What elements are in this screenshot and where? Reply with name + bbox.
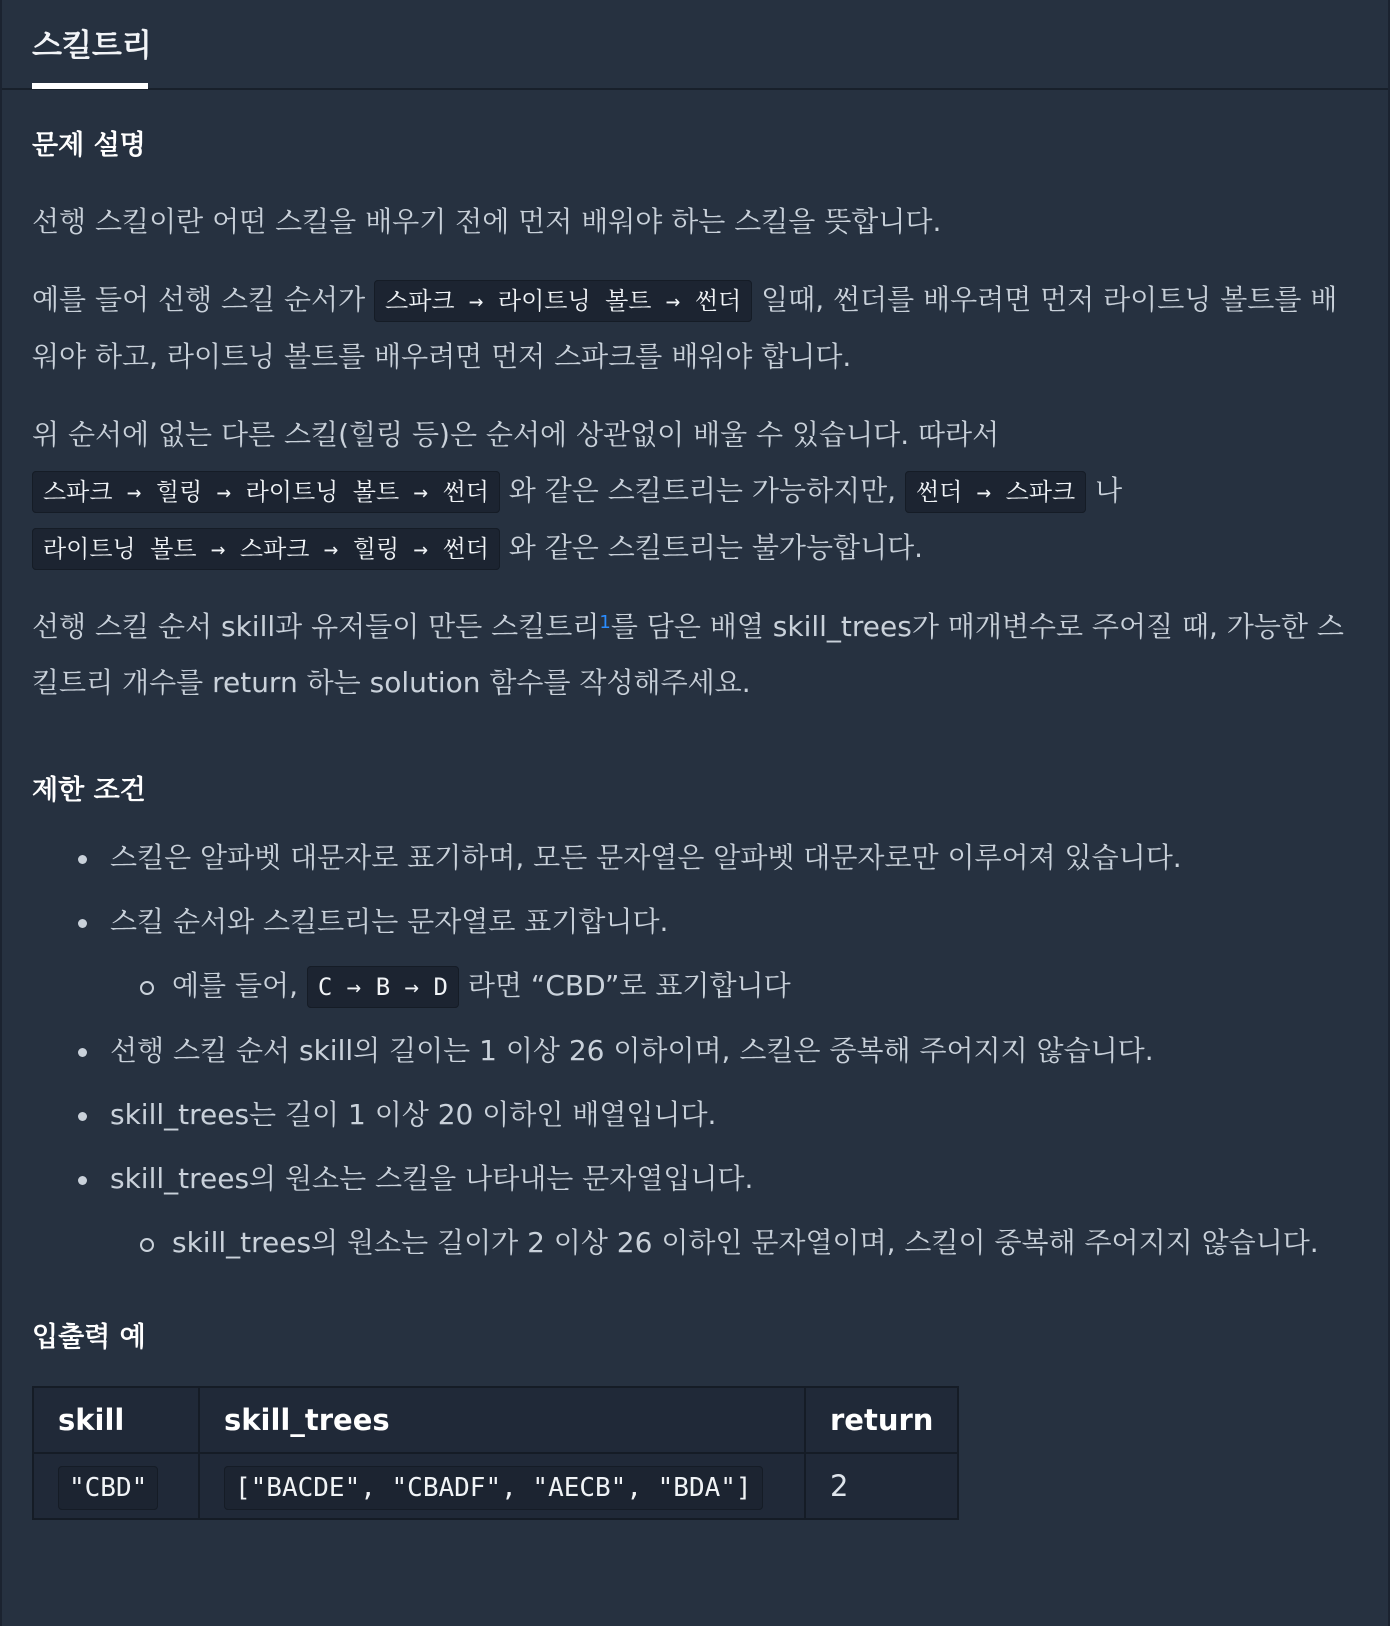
footnote-link[interactable]: 1 xyxy=(599,612,611,633)
cell-skill: "CBD" xyxy=(33,1453,199,1519)
table-header-row xyxy=(33,1387,958,1453)
code-invalid-example-2: 라이트닝 볼트 → 스파크 → 힐링 → 썬더 xyxy=(32,528,500,570)
constraint-subitem: skill_trees의 원소는 길이가 2 이상 26 이하인 문자열이며, 스킬이 중복해 주어지지 않습니다. xyxy=(32,1218,1358,1268)
cell-return: 2 xyxy=(805,1453,958,1519)
cell-skill-trees: ["BACDE", "CBADF", "AECB", "BDA"] xyxy=(199,1453,805,1519)
problem-content xyxy=(2,90,1388,1520)
constraint-item: 스킬 순서와 스킬트리는 문자열로 표기합니다. xyxy=(32,897,1358,947)
column-header-skill: skill xyxy=(33,1387,199,1453)
tab-bar xyxy=(2,0,1388,90)
constraint-item: skill_trees는 길이 1 이상 20 이하인 배열입니다. xyxy=(32,1090,1358,1140)
constraint-item: 선행 스킬 순서 skill의 길이는 1 이상 26 이하이며, 스킬은 중복해 주어지지 않습니다. xyxy=(32,1026,1358,1076)
description-paragraph-1: 선행 스킬이란 어떤 스킬을 배우기 전에 먼저 배워야 하는 스킬을 뜻합니다. xyxy=(32,205,942,238)
constraint-item: 스킬은 알파벳 대문자로 표기하며, 모든 문자열은 알파벳 대문자로만 이루어져 있습니다. xyxy=(32,833,1358,883)
description-paragraph-4: 선행 스킬 순서 skill과 유저들이 만든 스킬트리$^1$를 담은 배열 skill_trees가 매개변수로 주어질 때, 가능한 스킬트리 개수를 return 하는 solution 함수를 작성해주세요. xyxy=(32,610,1344,699)
io-example-table xyxy=(32,1386,959,1520)
constraint-item: skill_trees의 원소는 스킬을 나타내는 문자열입니다. xyxy=(32,1154,1358,1204)
io-example-heading: 입출력 예 xyxy=(32,1322,146,1353)
constraint-subitem: 예를 들어, C → B → D 라면 “CBD”로 표기합니다 xyxy=(32,961,1358,1012)
code-valid-example: 스파크 → 힐링 → 라이트닝 볼트 → 썬더 xyxy=(32,471,500,513)
column-header-skill-trees: skill_trees xyxy=(199,1387,805,1453)
active-tab-indicator xyxy=(32,83,148,89)
code-cbd-example: C → B → D xyxy=(307,966,459,1008)
code-skill-order: 스파크 → 라이트닝 볼트 → 썬더 xyxy=(374,280,752,322)
description-paragraph-2: 예를 들어 선행 스킬 순서가 스파크 → 라이트닝 볼트 → 썬더 일때, 썬더를 배우려면 먼저 라이트닝 볼트를 배워야 하고, 라이트닝 볼트를 배우려면 먼저 스파크를 배워야 합니다. xyxy=(32,272,1358,385)
table-row xyxy=(33,1453,958,1519)
constraints-list xyxy=(32,833,1358,1268)
constraints-heading: 제한 조건 xyxy=(32,775,146,806)
column-header-return: return xyxy=(805,1387,958,1453)
description-paragraph-3: 위 순서에 없는 다른 스킬(힐링 등)은 순서에 상관없이 배울 수 있습니다. 따라서 스파크 → 힐링 → 라이트닝 볼트 → 썬더 와 같은 스킬트리는 가능하지만, 썬더 → 스파크 나 라이트닝 볼트 → 스파크 → 힐링 → 썬더 와 같은 스킬트리는 불가능합니다. xyxy=(32,407,1358,577)
tab-skill-tree[interactable]: 스킬트리 xyxy=(32,28,152,64)
description-heading: 문제 설명 xyxy=(32,130,146,161)
code-invalid-example-1: 썬더 → 스파크 xyxy=(905,471,1086,513)
